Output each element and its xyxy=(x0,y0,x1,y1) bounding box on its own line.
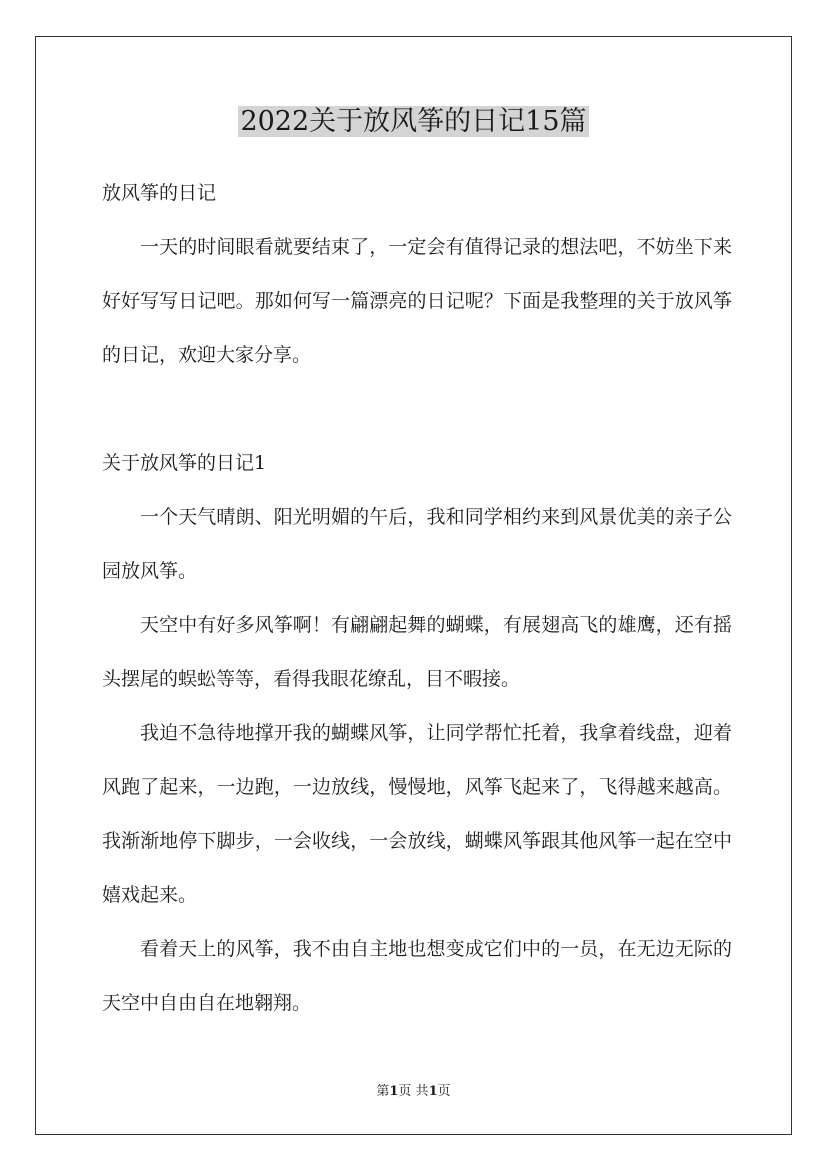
document-title xyxy=(0,102,827,142)
current-page-number: 1 xyxy=(389,1084,399,1099)
document-title-text: 2022关于放风筝的日记15篇 xyxy=(240,106,587,137)
section-1-paragraph: 我迫不急待地撑开我的蝴蝶风筝，让同学帮忙托着，我拿着线盘，迎着风跑了起来，一边跑，一边放线，慢慢地，风筝飞起来了，飞得越来越高。我渐渐地停下脚步，一会收线，一会放线，蝴蝶风筝跟其他风筝一起在空中嬉戏起来。 xyxy=(102,722,732,906)
page-label-suffix: 页 xyxy=(437,1084,451,1099)
total-page-number: 1 xyxy=(428,1084,438,1099)
intro-heading: 放风筝的日记 xyxy=(102,182,217,204)
page-footer xyxy=(0,1082,827,1102)
document-body xyxy=(102,166,732,1030)
page-label-mid: 页 共 xyxy=(398,1084,429,1099)
section-spacer xyxy=(102,382,732,436)
page-label-prefix: 第 xyxy=(376,1084,390,1099)
section-1-heading: 关于放风筝的日记1 xyxy=(102,452,267,474)
section-1-paragraph: 一个天气晴朗、阳光明媚的午后，我和同学相约来到风景优美的亲子公园放风筝。 xyxy=(102,506,732,582)
intro-paragraph: 一天的时间眼看就要结束了，一定会有值得记录的想法吧，不妨坐下来好好写写日记吧。那如何写一篇漂亮的日记呢？下面是我整理的关于放风筝的日记，欢迎大家分享。 xyxy=(102,236,732,366)
section-1-paragraph: 天空中有好多风筝啊！有翩翩起舞的蝴蝶，有展翅高飞的雄鹰，还有摇头摆尾的蜈蚣等等，看得我眼花缭乱，目不暇接。 xyxy=(102,614,732,690)
section-1-paragraph: 看着天上的风筝，我不由自主地也想变成它们中的一员，在无边无际的天空中自由自在地翱翔。 xyxy=(102,938,732,1014)
